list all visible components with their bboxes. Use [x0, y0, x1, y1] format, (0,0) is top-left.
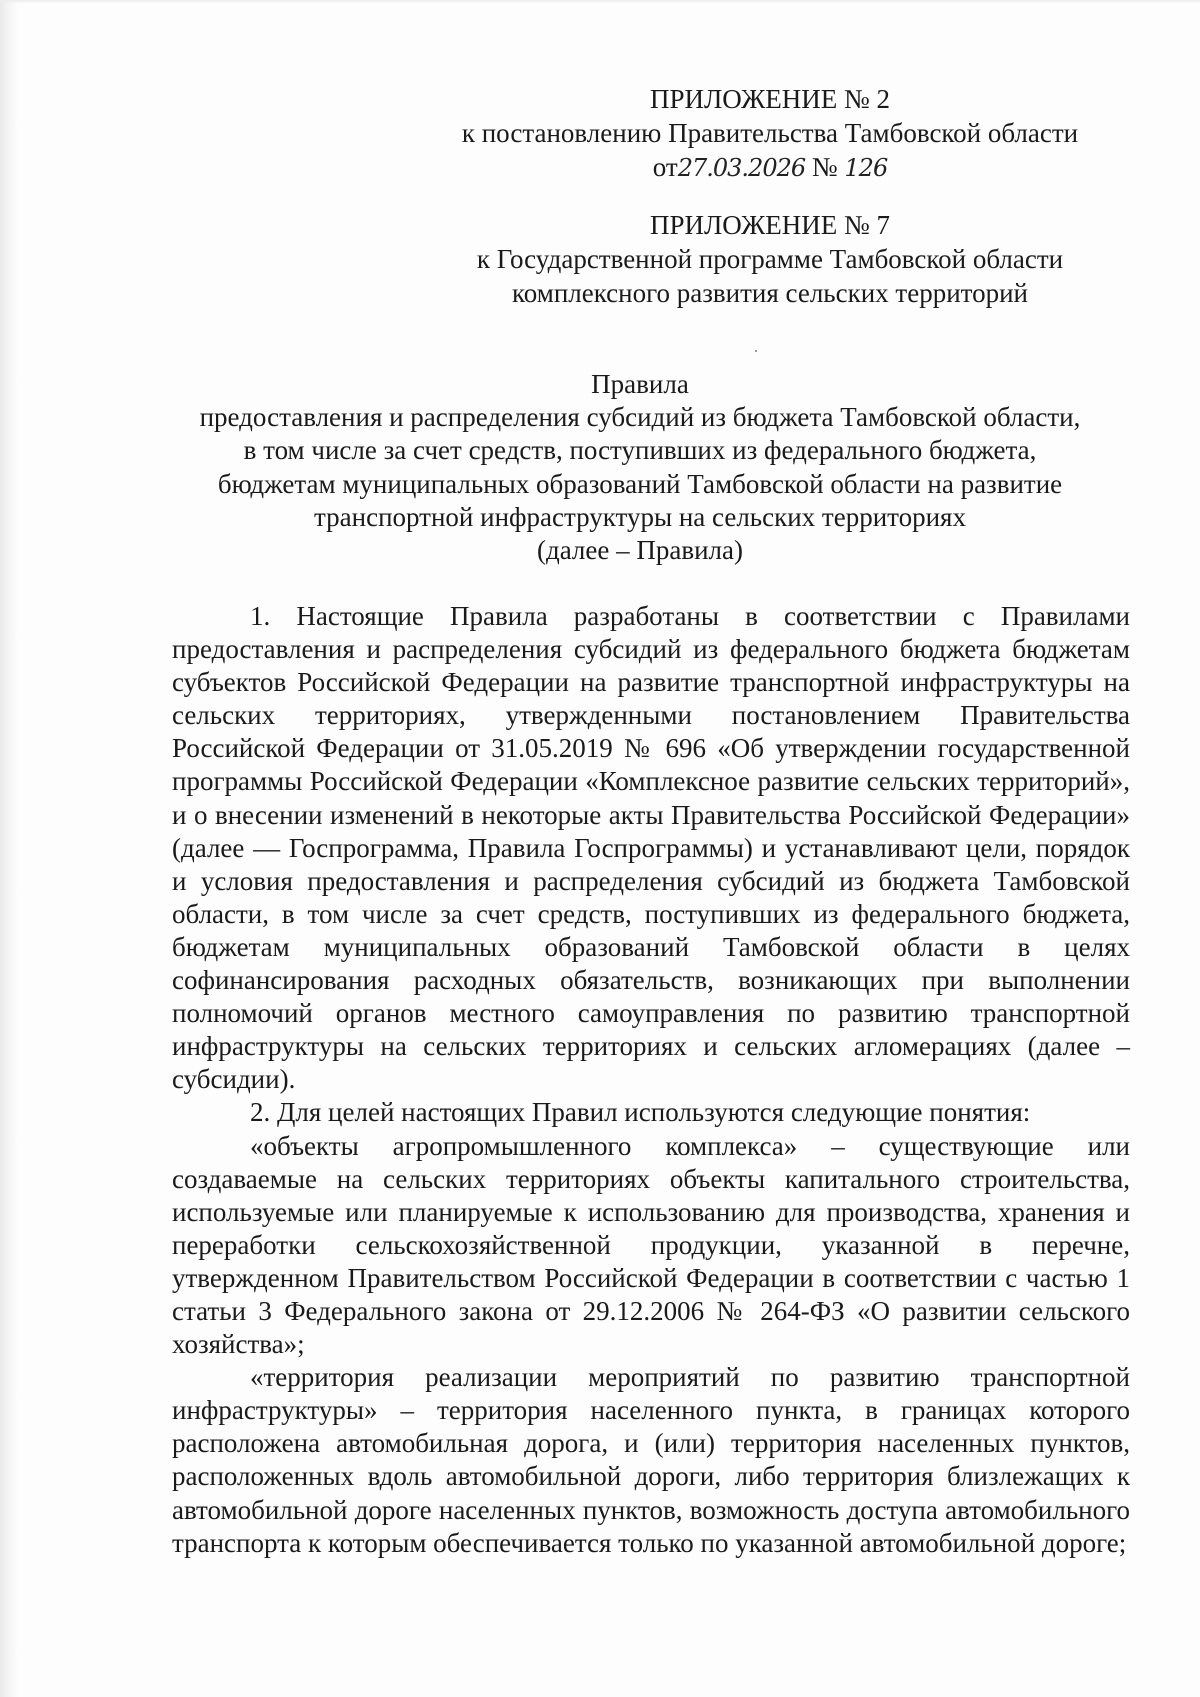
rules-heading: Правила — [591, 369, 689, 399]
scan-edge-shadow — [0, 0, 18, 1697]
handwritten-number: 126 — [844, 154, 888, 182]
appendix-2-header — [420, 82, 1120, 185]
handwritten-date: 27.03.2026 — [677, 154, 806, 182]
appendix-7-program-line-2: комплексного развития сельских территорий — [512, 278, 1028, 308]
document-body — [172, 600, 1130, 1560]
rules-title-line-4: транспортной инфраструктуры на сельских территориях — [314, 501, 966, 532]
appendix-7-header — [420, 208, 1120, 310]
appendix-7-title: ПРИЛОЖЕНИЕ № 7 — [649, 210, 891, 240]
date-prefix: от — [652, 152, 678, 182]
scan-speck — [755, 350, 757, 352]
rules-title — [160, 368, 1120, 567]
appendix-2-title: ПРИЛОЖЕНИЕ № 2 — [649, 84, 891, 114]
appendix-7-program-line: к Государственной программе Тамбовской области — [476, 244, 1064, 274]
number-prefix: № — [811, 152, 838, 182]
rules-title-line-5: (далее – Правила) — [536, 535, 744, 566]
rules-title-line-2: в том числе за счет средств, поступивших из федерального бюджета, — [243, 435, 1037, 466]
paragraph-2: 2. Для целей настоящих Правил используются следующие понятия: — [250, 1097, 1031, 1128]
paragraph-1: 1. Настоящие Правила разработаны в соответствии с Правилами предоставления и распределения субсидий из федерального бюджета бюджетам субъектов Российской Федерации на развитие транспортной инфраструктуры на сельских территориях, утвержденными постановлением Правительства Российской Федерации от 31.05.2019 № 696 «Об утверждении государственной программы Российской Федерации «Комплексное развитие сельских территорий», и о внесении изменений в некоторые акты Правительства Российской Федерации» (далее — Госпрограмма, Правила Госпрограммы) и устанавливают цели, порядок и условия предоставления и распределения субсидий из бюджета Тамбовской области, в том числе за счет средств, поступивших из федерального бюджета, бюджетам муниципальных образований Тамбовской области в целях софинансирования расходных обязательств, возникающих при выполнении полномочий органов местного самоуправления по развитию транспортной инфраструктуры на сельских территориях и сельских агломерациях (далее – субсидии). — [172, 601, 1130, 1095]
scan-top-edge — [0, 0, 1200, 4]
definition-agro-objects: «объекты агропромышленного комплекса» – существующие или создаваемые на сельских территориях объекты капитального строительства, используемые или планируемые к использованию для производства, хранения и переработки сельскохозяйственной продукции, указанной в перечне, утвержденном Правительством Российской Федерации в соответствии с частью 1 статьи 3 Федерального закона от 29.12.2006 № 264-ФЗ «О развитии сельского хозяйства»; — [172, 1130, 1130, 1360]
appendix-2-date-line — [420, 150, 1120, 185]
rules-title-line-3: бюджетам муниципальных образований Тамбовской области на развитие — [217, 468, 1063, 499]
definition-transport-territory: «территория реализации мероприятий по развитию транспортной инфраструктуры» – территория населенного пункта, в границах которого расположена автомобильная дорога, и (или) территория населенных пунктов, расположенных вдоль автомобильной дороги, либо территория близлежащих к автомобильной дороге населенных пунктов, возможность доступа автомобильного транспорта к которым обеспечивается только по указанной автомобильной дороге; — [172, 1362, 1130, 1558]
appendix-2-resolution-line: к постановлению Правительства Тамбовской области — [461, 118, 1079, 148]
rules-title-line-1: предоставления и распределения субсидий из бюджета Тамбовской области, — [199, 402, 1081, 433]
